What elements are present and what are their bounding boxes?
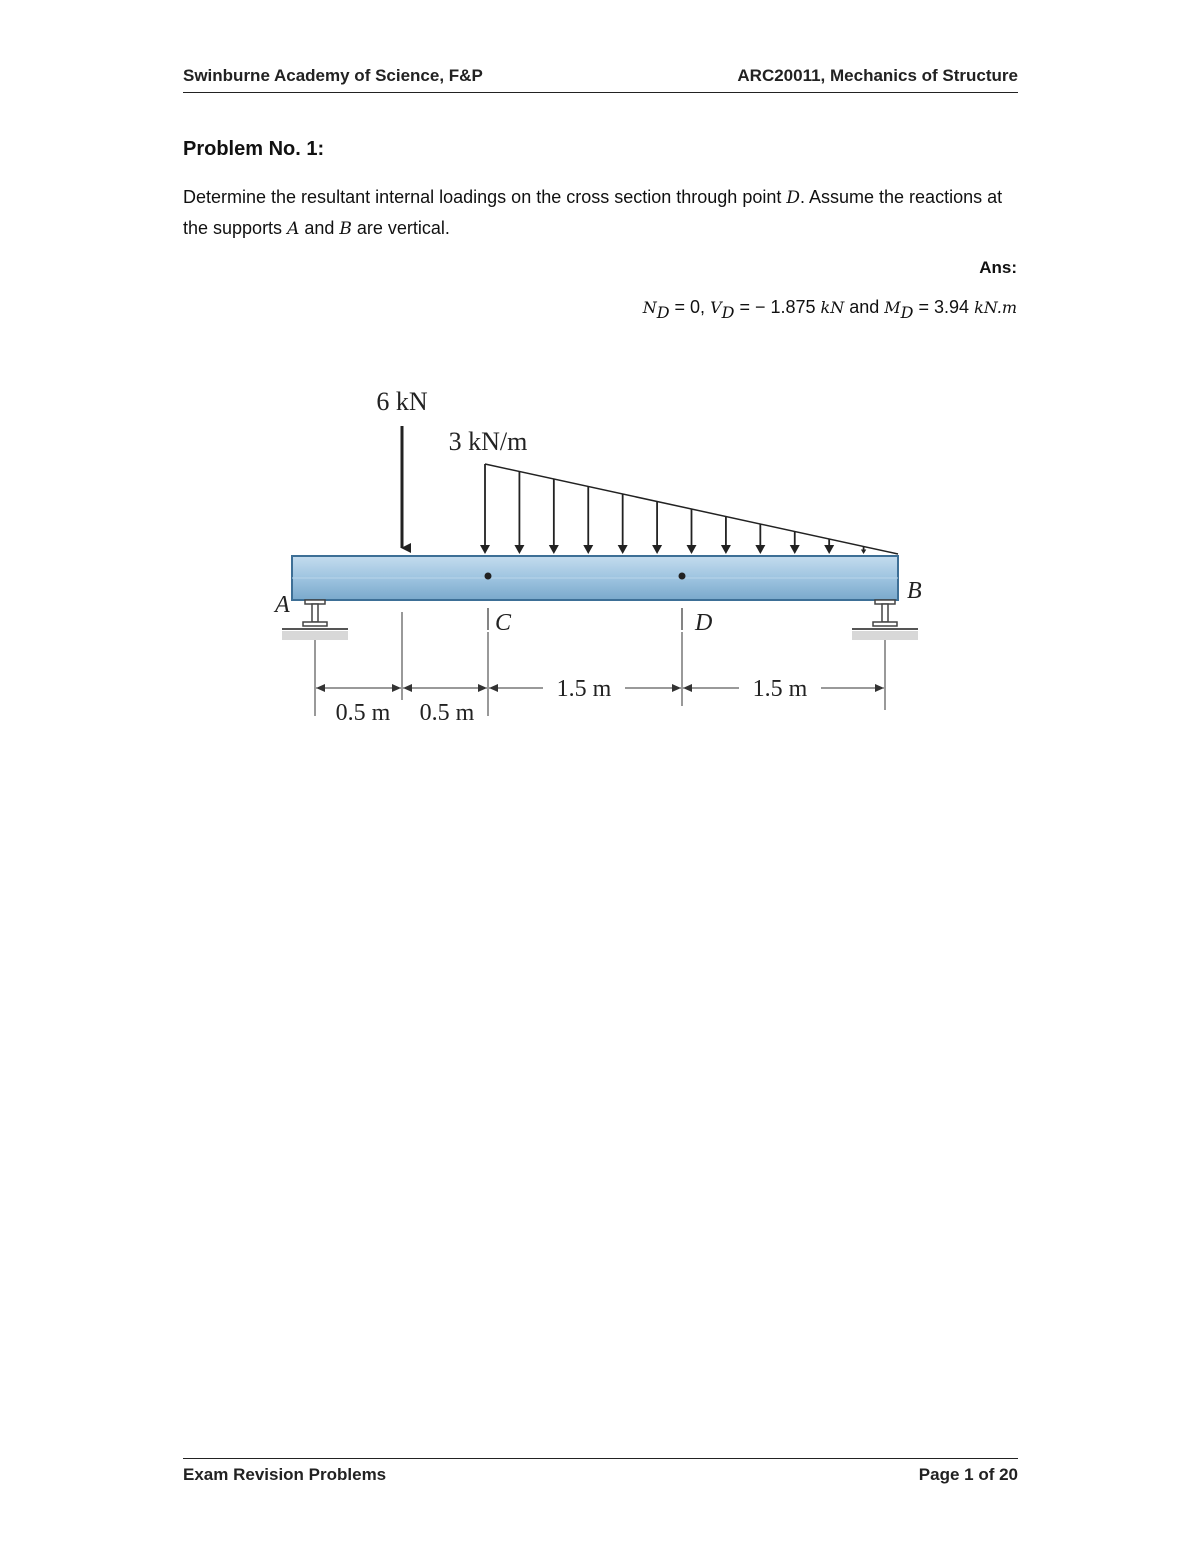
answer-v-sub: D	[721, 302, 735, 322]
problem-text-part: and	[299, 218, 340, 238]
answer-values	[643, 297, 1017, 322]
distributed-load-arrows	[480, 464, 866, 554]
beam-figure	[255, 380, 945, 730]
header-course: ARC20011, Mechanics of Structure	[737, 66, 1018, 85]
answer-v-value: = − 1.875	[734, 297, 821, 317]
answer-n-symbol: N	[642, 298, 657, 317]
header-institution: Swinburne Academy of Science, F&P	[183, 66, 483, 85]
load-arrow-head	[790, 545, 800, 554]
point-load-label: 6 kN	[376, 387, 428, 416]
dim-label-1: 0.5 m	[335, 700, 391, 726]
load-arrow-head	[721, 545, 731, 554]
distributed-load-label: 3 kN/m	[448, 427, 528, 456]
answer-label: Ans:	[979, 258, 1017, 277]
problem-text-part: are vertical.	[351, 218, 450, 238]
page-number: Page 1 of 20	[918, 1465, 1018, 1484]
dim-label-2: 0.5 m	[419, 700, 475, 726]
page-header	[183, 64, 1018, 93]
point-c-label: C	[495, 610, 512, 636]
support-a-label: A	[275, 592, 290, 618]
answer-m-symbol: M	[884, 298, 901, 317]
answer-n-value: = 0,	[669, 297, 711, 317]
load-arrow-head	[480, 545, 490, 554]
load-arrow-head	[583, 545, 593, 554]
answer-m-unit: kN.m	[974, 298, 1017, 317]
load-arrow-head	[652, 545, 662, 554]
problem-text-part: . Assume the reactions at the supports	[183, 187, 1003, 238]
load-arrow-head	[755, 545, 765, 554]
answer-v-unit: kN	[820, 298, 845, 317]
load-arrow-head	[514, 545, 524, 554]
answer-v-symbol: V	[710, 298, 722, 317]
point-d-label: D	[695, 610, 713, 636]
point-d-dot	[679, 573, 686, 580]
problem-point-b: B	[339, 219, 352, 239]
answer-m-sub: D	[900, 302, 914, 322]
support-a	[282, 600, 348, 640]
problem-point-d: D	[786, 188, 800, 208]
problem-text-part: Determine the resultant internal loadings on the cross section through point	[183, 187, 787, 207]
load-arrow-head	[824, 545, 834, 554]
answer-and: and	[844, 297, 885, 317]
problem-title: Problem No. 1:	[183, 138, 325, 160]
problem-statement	[183, 182, 1023, 244]
beam-diagram	[255, 380, 945, 730]
answer-n-sub: D	[656, 302, 670, 322]
load-arrow-head	[618, 545, 628, 554]
answer-m-value: = 3.94	[913, 297, 975, 317]
point-c-dot	[485, 573, 492, 580]
load-arrow-head	[549, 545, 559, 554]
load-arrow-head	[687, 545, 697, 554]
footer-title: Exam Revision Problems	[183, 1465, 387, 1484]
dim-label-3: 1.5 m	[556, 676, 612, 702]
support-b	[852, 600, 918, 640]
support-b-label: B	[907, 578, 922, 604]
problem-point-a: A	[287, 219, 300, 239]
dim-label-4: 1.5 m	[752, 676, 808, 702]
page-footer	[183, 1458, 1018, 1491]
load-arrow-head	[861, 550, 866, 555]
